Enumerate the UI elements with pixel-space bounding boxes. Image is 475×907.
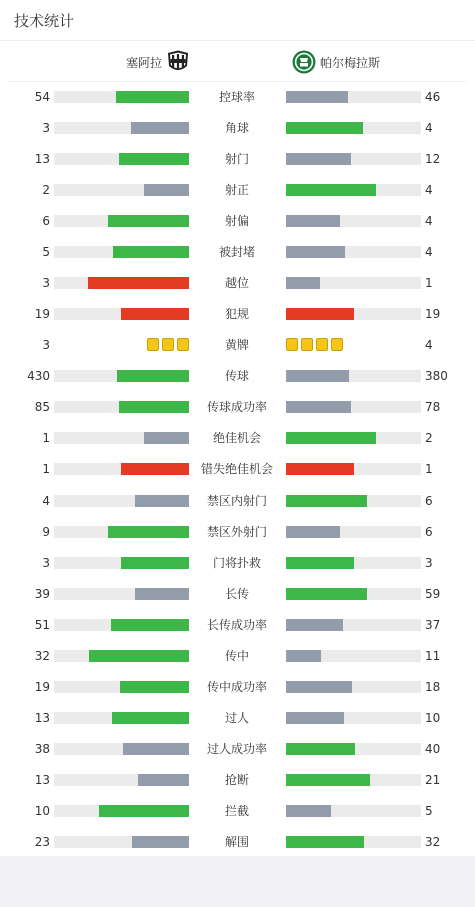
away-value: 59 [425, 587, 441, 601]
home-bar-track [54, 805, 189, 817]
home-bar-track [54, 153, 189, 165]
away-value: 3 [425, 556, 433, 570]
away-value: 12 [425, 152, 441, 166]
home-bar-fill [117, 370, 189, 382]
home-bar-track [54, 495, 189, 507]
away-bar-track [286, 463, 421, 475]
home-value: 3 [42, 276, 50, 290]
home-bar-track [54, 91, 189, 103]
away-bar-fill [286, 370, 349, 382]
away-bar-fill [286, 91, 348, 103]
stat-row [0, 242, 475, 262]
home-value: 85 [34, 400, 50, 414]
away-value: 10 [425, 711, 441, 725]
stat-label: 过人成功率 [206, 742, 267, 756]
stat-row [0, 615, 475, 635]
stat-row [0, 584, 475, 604]
stat-label: 抢断 [224, 773, 249, 787]
stat-row [0, 211, 475, 231]
home-team-name: 塞阿拉 [126, 55, 163, 70]
away-bar-track [286, 277, 421, 289]
away-value: 380 [425, 369, 448, 383]
stat-row [0, 801, 475, 821]
stat-label: 角球 [224, 121, 249, 135]
stat-label: 射门 [224, 152, 249, 166]
home-bar-track [54, 184, 189, 196]
away-bar-track [286, 246, 421, 258]
yellow-card-icon [316, 338, 328, 351]
away-bar-fill [286, 743, 355, 755]
away-bar-track [286, 836, 421, 848]
home-value: 13 [34, 711, 50, 725]
away-bar-track [286, 588, 421, 600]
home-bar-fill [113, 246, 189, 258]
away-value: 32 [425, 835, 441, 849]
stat-label: 被封堵 [218, 245, 255, 259]
stat-row [0, 553, 475, 573]
home-bar-track [54, 308, 189, 320]
home-bar-fill [144, 184, 189, 196]
away-bar-fill [286, 308, 354, 320]
away-bar-fill [286, 526, 340, 538]
home-bar-fill [135, 495, 189, 507]
away-value: 6 [425, 525, 433, 539]
home-value: 1 [42, 431, 50, 445]
away-value: 21 [425, 773, 441, 787]
home-bar-track [54, 526, 189, 538]
away-value: 78 [425, 400, 441, 414]
away-bar-fill [286, 712, 344, 724]
stat-row [0, 273, 475, 293]
home-value: 54 [34, 90, 50, 104]
stat-row [0, 739, 475, 759]
home-bar-fill [108, 215, 189, 227]
away-value: 46 [425, 90, 441, 104]
home-bar-fill [131, 122, 189, 134]
away-bar-track [286, 91, 421, 103]
away-bar-fill [286, 588, 367, 600]
stat-row [0, 708, 475, 728]
stat-row [0, 118, 475, 138]
home-team-logo-icon [166, 50, 190, 74]
stat-row [0, 770, 475, 790]
home-bar-track [54, 836, 189, 848]
away-bar-fill [286, 401, 351, 413]
stat-label: 传球 [224, 369, 249, 383]
stat-row [0, 397, 475, 417]
home-value: 51 [34, 618, 50, 632]
stat-row [0, 832, 475, 852]
away-value: 18 [425, 680, 441, 694]
home-bar-track [54, 370, 189, 382]
home-bar-fill [116, 91, 189, 103]
away-bar-track [286, 774, 421, 786]
away-bar-fill [286, 153, 351, 165]
stat-row [0, 304, 475, 324]
home-value: 19 [34, 680, 50, 694]
home-bar-track [54, 619, 189, 631]
home-value: 2 [42, 183, 50, 197]
home-bar-track [54, 712, 189, 724]
away-bar-track [286, 743, 421, 755]
home-value: 19 [34, 307, 50, 321]
home-value: 3 [42, 556, 50, 570]
yellow-card-icon [147, 338, 159, 351]
away-value: 4 [425, 245, 433, 259]
away-value: 4 [425, 338, 433, 352]
away-bar-fill [286, 805, 331, 817]
away-value: 40 [425, 742, 441, 756]
away-team-logo-icon [292, 50, 316, 74]
away-value: 1 [425, 276, 433, 290]
home-bar-fill [88, 277, 189, 289]
away-value: 5 [425, 804, 433, 818]
home-bar-fill [119, 153, 189, 165]
home-bar-fill [119, 401, 189, 413]
stat-label: 射正 [224, 183, 249, 197]
home-bar-fill [138, 774, 189, 786]
stat-row [0, 180, 475, 200]
home-value: 3 [42, 121, 50, 135]
yellow-card-icon [301, 338, 313, 351]
yellow-card-icon [331, 338, 343, 351]
away-bar-track [286, 153, 421, 165]
away-bar-track [286, 308, 421, 320]
home-bar-fill [123, 743, 189, 755]
stat-label: 控球率 [218, 90, 255, 104]
away-bar-track [286, 650, 421, 662]
away-value: 11 [425, 649, 441, 663]
away-bar-track [286, 805, 421, 817]
home-bar-fill [108, 526, 189, 538]
away-bar-fill [286, 650, 321, 662]
away-value: 4 [425, 183, 433, 197]
page-title: 技术统计 [14, 12, 75, 30]
away-bar-fill [286, 495, 367, 507]
home-yellow-cards [147, 338, 189, 352]
home-value: 32 [34, 649, 50, 663]
home-value: 3 [42, 338, 50, 352]
home-value: 9 [42, 525, 50, 539]
home-bar-fill [121, 308, 189, 320]
away-value: 6 [425, 494, 433, 508]
away-bar-fill [286, 619, 343, 631]
home-bar-track [54, 681, 189, 693]
yellow-card-icon [286, 338, 298, 351]
home-team[interactable] [126, 50, 190, 74]
stat-label: 越位 [224, 276, 249, 290]
stat-label: 禁区内射门 [206, 494, 267, 508]
stat-label: 绝佳机会 [212, 431, 261, 445]
home-bar-track [54, 432, 189, 444]
away-bar-fill [286, 463, 354, 475]
away-bar-track [286, 526, 421, 538]
home-bar-track [54, 401, 189, 413]
stat-label: 门将扑救 [212, 556, 261, 570]
home-bar-track [54, 650, 189, 662]
away-bar-track [286, 401, 421, 413]
away-bar-fill [286, 215, 340, 227]
home-bar-track [54, 122, 189, 134]
home-value: 23 [34, 835, 50, 849]
stat-label: 解围 [224, 835, 249, 849]
home-bar-track [54, 557, 189, 569]
away-team[interactable] [292, 50, 380, 74]
away-bar-track [286, 619, 421, 631]
away-bar-fill [286, 122, 363, 134]
away-bar-track [286, 184, 421, 196]
away-yellow-cards [286, 338, 343, 352]
stat-label: 传中成功率 [206, 680, 267, 694]
stat-row [0, 677, 475, 697]
home-bar-fill [135, 588, 189, 600]
yellow-card-icon [162, 338, 174, 351]
away-bar-track [286, 557, 421, 569]
home-bar-track [54, 215, 189, 227]
yellow-card-icon [177, 338, 189, 351]
stat-label: 黄牌 [224, 338, 249, 352]
stat-label: 长传 [224, 587, 249, 601]
home-value: 4 [42, 494, 50, 508]
stat-label: 犯规 [224, 307, 249, 321]
home-bar-fill [112, 712, 189, 724]
stat-label: 拦截 [224, 804, 249, 818]
stat-label: 过人 [224, 711, 249, 725]
home-value: 5 [42, 245, 50, 259]
stat-label: 长传成功率 [206, 618, 267, 632]
away-bar-track [286, 495, 421, 507]
away-bar-fill [286, 774, 370, 786]
home-value: 13 [34, 773, 50, 787]
home-bar-fill [121, 463, 189, 475]
home-value: 39 [34, 587, 50, 601]
away-bar-track [286, 122, 421, 134]
away-bar-fill [286, 557, 354, 569]
home-bar-track [54, 246, 189, 258]
home-value: 430 [27, 369, 50, 383]
away-bar-track [286, 215, 421, 227]
away-bar-track [286, 432, 421, 444]
home-value: 10 [34, 804, 50, 818]
home-value: 13 [34, 152, 50, 166]
home-bar-fill [89, 650, 189, 662]
away-bar-track [286, 712, 421, 724]
stat-row [0, 522, 475, 542]
away-value: 4 [425, 214, 433, 228]
stat-label: 传中 [224, 649, 249, 663]
home-bar-fill [99, 805, 189, 817]
stat-label: 错失绝佳机会 [200, 462, 273, 476]
home-bar-fill [120, 681, 189, 693]
away-bar-fill [286, 836, 364, 848]
stat-row [0, 459, 475, 479]
away-bar-fill [286, 184, 376, 196]
home-value: 38 [34, 742, 50, 756]
home-bar-track [54, 774, 189, 786]
home-bar-fill [121, 557, 189, 569]
away-value: 19 [425, 307, 441, 321]
away-team-name: 帕尔梅拉斯 [320, 55, 381, 70]
away-value: 2 [425, 431, 433, 445]
home-bar-fill [132, 836, 189, 848]
stat-row [0, 491, 475, 511]
away-bar-fill [286, 246, 345, 258]
stat-label: 禁区外射门 [206, 525, 267, 539]
stat-row [0, 149, 475, 169]
stat-label: 传球成功率 [206, 400, 267, 414]
stat-row [0, 87, 475, 107]
home-bar-fill [144, 432, 189, 444]
away-value: 37 [425, 618, 441, 632]
teams-header [8, 41, 467, 82]
home-value: 1 [42, 462, 50, 476]
home-bar-fill [111, 619, 189, 631]
stat-row [0, 646, 475, 666]
home-bar-track [54, 588, 189, 600]
away-bar-fill [286, 681, 352, 693]
home-bar-track [54, 277, 189, 289]
away-bar-fill [286, 277, 320, 289]
home-bar-track [54, 743, 189, 755]
stat-row [0, 428, 475, 448]
stat-row [0, 335, 475, 355]
stat-row [0, 366, 475, 386]
away-bar-fill [286, 432, 376, 444]
home-value: 6 [42, 214, 50, 228]
away-bar-track [286, 681, 421, 693]
away-value: 4 [425, 121, 433, 135]
away-bar-track [286, 370, 421, 382]
away-value: 1 [425, 462, 433, 476]
home-bar-track [54, 463, 189, 475]
stat-label: 射偏 [224, 214, 249, 228]
